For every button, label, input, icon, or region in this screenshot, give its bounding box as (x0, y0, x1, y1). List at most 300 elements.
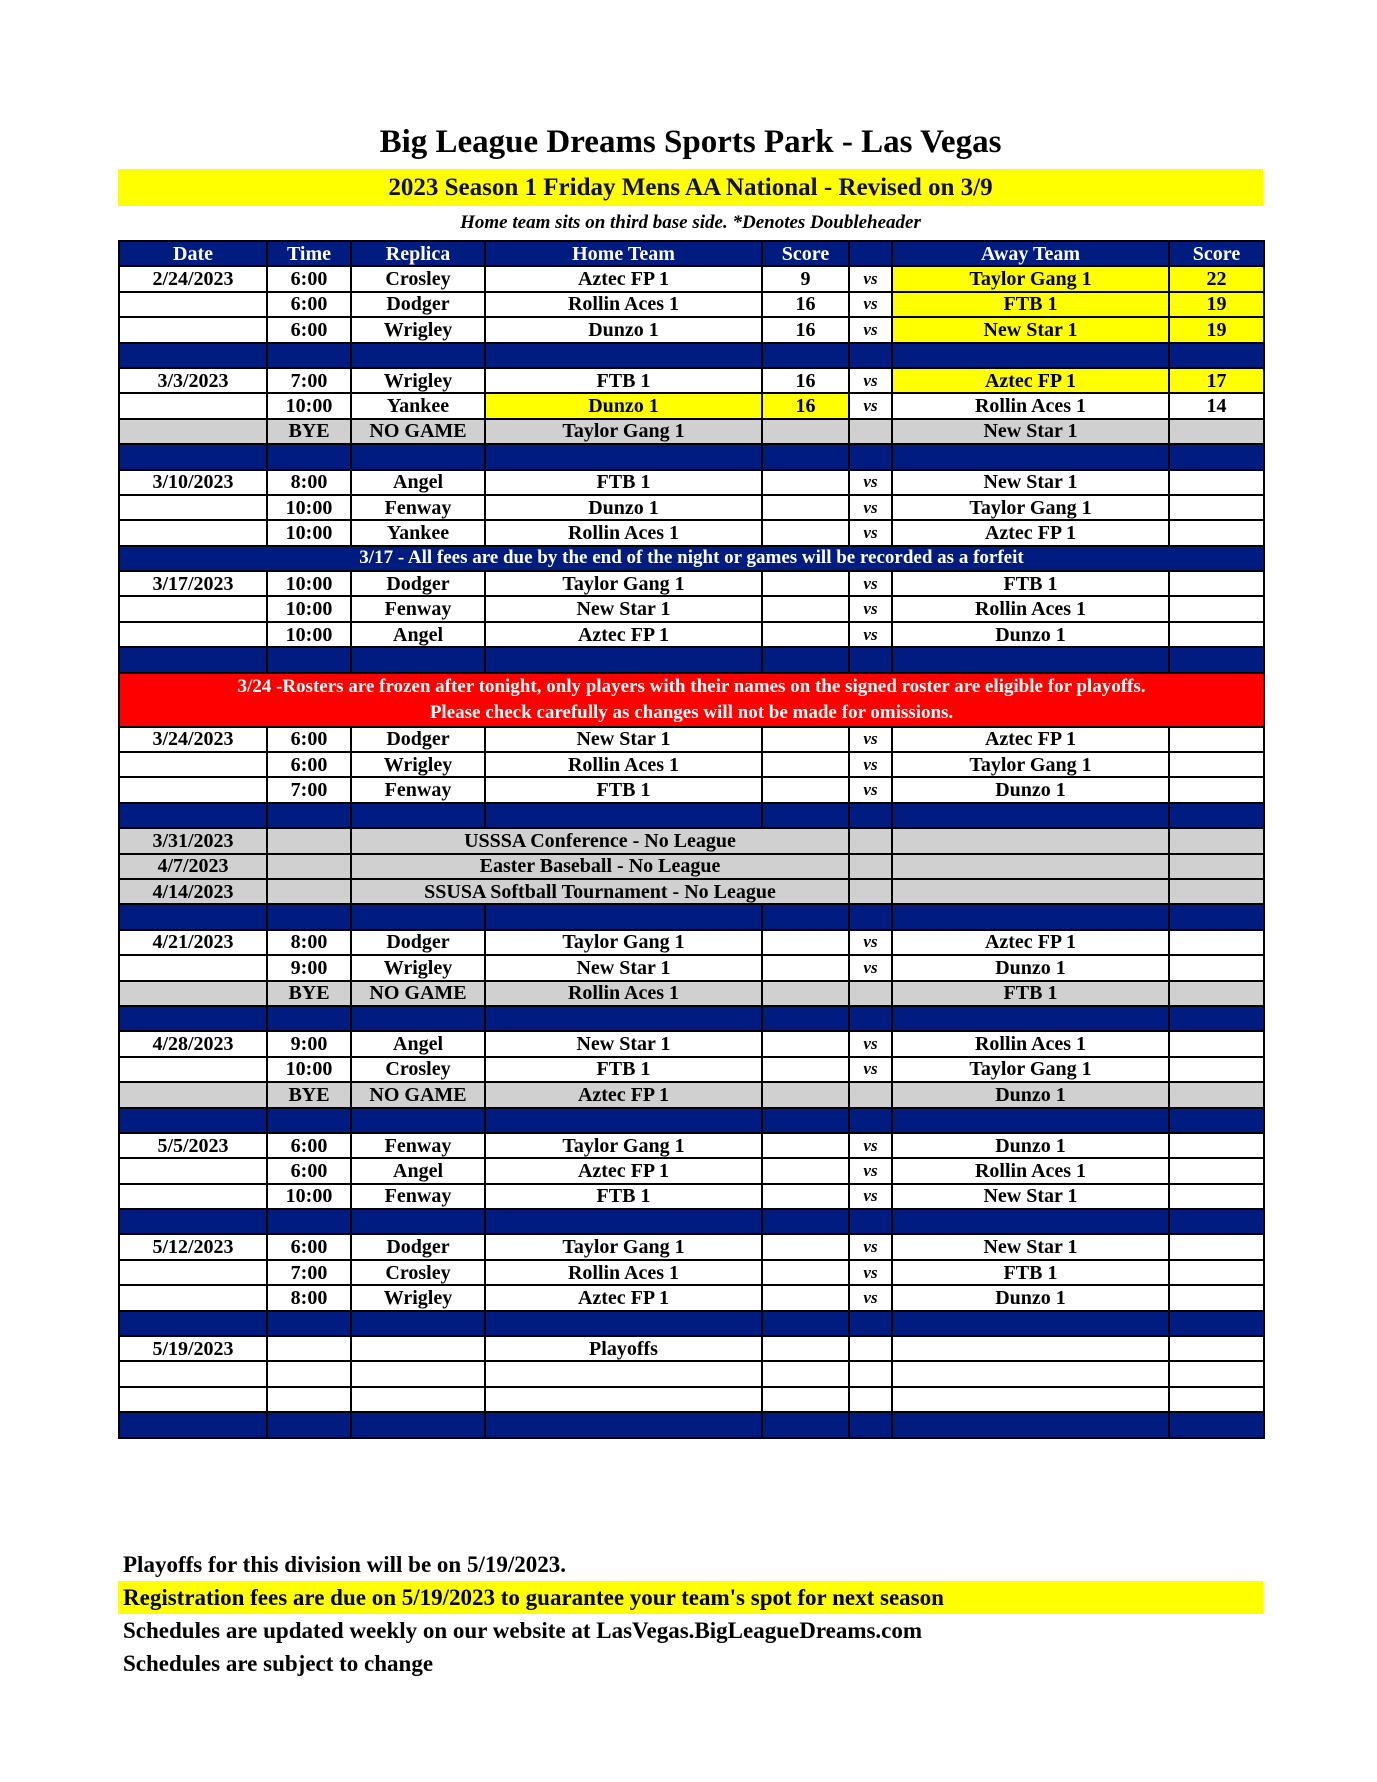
field-replica: Fenway (351, 495, 485, 520)
vs-label: vs (849, 1285, 892, 1310)
separator-cell (849, 1412, 892, 1437)
game-row (119, 955, 1264, 980)
home-team: Rollin Aces 1 (485, 292, 762, 317)
game-row (119, 1387, 1264, 1412)
separator-cell (762, 1006, 849, 1031)
field-replica: Crosley (351, 266, 485, 291)
field-replica: Wrigley (351, 1285, 485, 1310)
game-row (119, 571, 1264, 596)
away-team: Rollin Aces 1 (892, 1158, 1169, 1183)
separator-cell (1169, 343, 1264, 368)
game-time: 10:00 (267, 571, 351, 596)
away-score: 19 (1169, 292, 1264, 317)
away-score (1169, 495, 1264, 520)
field-replica: Crosley (351, 1057, 485, 1082)
vs-label: vs (849, 727, 892, 752)
separator-cell (762, 1311, 849, 1336)
vs-label: vs (849, 292, 892, 317)
game-time (267, 879, 351, 904)
game-time: 7:00 (267, 777, 351, 802)
separator-cell (119, 1006, 267, 1031)
separator-cell (849, 904, 892, 929)
col-vs (849, 241, 892, 266)
col-replica: Replica (351, 241, 485, 266)
home-score (762, 1260, 849, 1285)
home-score (762, 1234, 849, 1259)
col-date: Date (119, 241, 267, 266)
game-date: 3/17/2023 (119, 571, 267, 596)
away-score (1169, 1057, 1264, 1082)
away-score (1169, 828, 1264, 853)
separator-cell (351, 647, 485, 672)
field-replica: Dodger (351, 292, 485, 317)
separator-cell (485, 803, 762, 828)
game-row (119, 393, 1264, 418)
field-replica: Angel (351, 470, 485, 495)
away-score: 17 (1169, 368, 1264, 393)
game-time: BYE (267, 419, 351, 444)
vs-label: vs (849, 470, 892, 495)
away-score (1169, 520, 1264, 545)
vs-label: vs (849, 955, 892, 980)
game-date (119, 955, 267, 980)
away-team: Dunzo 1 (892, 1133, 1169, 1158)
home-score (762, 1031, 849, 1056)
vs-label (849, 419, 892, 444)
game-time: 6:00 (267, 1234, 351, 1259)
field-replica: Crosley (351, 1260, 485, 1285)
separator-cell (1169, 904, 1264, 929)
field-replica: Dodger (351, 1234, 485, 1259)
away-team: Rollin Aces 1 (892, 393, 1169, 418)
separator-row (119, 1311, 1264, 1336)
away-score: 22 (1169, 266, 1264, 291)
separator-cell (119, 1108, 267, 1133)
game-date (119, 1057, 267, 1082)
separator-cell (351, 343, 485, 368)
separator-cell (1169, 1311, 1264, 1336)
away-team: Aztec FP 1 (892, 930, 1169, 955)
home-team: Taylor Gang 1 (485, 419, 762, 444)
game-time (267, 1361, 351, 1386)
no-league-text: Easter Baseball - No League (351, 854, 849, 879)
game-time: 10:00 (267, 520, 351, 545)
field-replica: NO GAME (351, 981, 485, 1006)
footer-registration: Registration fees are due on 5/19/2023 to guarantee your team's spot for next season (118, 1581, 1263, 1614)
separator-cell (485, 1209, 762, 1234)
home-score (762, 1082, 849, 1107)
separator-cell (267, 1108, 351, 1133)
separator-cell (267, 647, 351, 672)
home-team: Playoffs (485, 1336, 762, 1361)
home-team: Dunzo 1 (485, 495, 762, 520)
vs-label: vs (849, 393, 892, 418)
vs-label (849, 1361, 892, 1386)
field-replica: Wrigley (351, 752, 485, 777)
separator-cell (119, 1311, 267, 1336)
home-score (762, 520, 849, 545)
schedule-body (119, 266, 1264, 1437)
separator-cell (351, 904, 485, 929)
game-date (119, 622, 267, 647)
separator-cell (267, 1006, 351, 1031)
game-time (267, 828, 351, 853)
separator-cell (267, 904, 351, 929)
separator-cell (267, 803, 351, 828)
table-header-row (119, 241, 1264, 266)
page-subtitle: 2023 Season 1 Friday Mens AA National - Revised on 3/9 (118, 169, 1263, 206)
game-date: 3/24/2023 (119, 727, 267, 752)
home-score (762, 1158, 849, 1183)
bye-row (119, 1082, 1264, 1107)
away-team (892, 1361, 1169, 1386)
game-row (119, 1184, 1264, 1209)
game-time: 9:00 (267, 1031, 351, 1056)
away-score (1169, 854, 1264, 879)
away-team: Dunzo 1 (892, 622, 1169, 647)
col-away-team: Away Team (892, 241, 1169, 266)
vs-label: vs (849, 266, 892, 291)
away-score (1169, 1031, 1264, 1056)
away-team: Aztec FP 1 (892, 368, 1169, 393)
separator-cell (267, 444, 351, 469)
col-time: Time (267, 241, 351, 266)
vs-label: vs (849, 777, 892, 802)
game-time: 10:00 (267, 596, 351, 621)
field-replica: Fenway (351, 1184, 485, 1209)
home-score (762, 1361, 849, 1386)
away-team: New Star 1 (892, 1234, 1169, 1259)
home-team: FTB 1 (485, 1184, 762, 1209)
home-team: New Star 1 (485, 727, 762, 752)
separator-cell (351, 444, 485, 469)
away-team: Rollin Aces 1 (892, 596, 1169, 621)
away-team: New Star 1 (892, 419, 1169, 444)
separator-cell (267, 1412, 351, 1437)
away-team: Dunzo 1 (892, 1285, 1169, 1310)
separator-cell (485, 904, 762, 929)
home-score (762, 1133, 849, 1158)
game-date (119, 1285, 267, 1310)
away-team: Aztec FP 1 (892, 520, 1169, 545)
vs-label: vs (849, 1234, 892, 1259)
separator-cell (892, 1311, 1169, 1336)
separator-row (119, 647, 1264, 672)
no-league-text: SSUSA Softball Tournament - No League (351, 879, 849, 904)
game-time: 8:00 (267, 1285, 351, 1310)
separator-cell (351, 1209, 485, 1234)
away-score (1169, 596, 1264, 621)
separator-row (119, 1412, 1264, 1437)
separator-cell (1169, 444, 1264, 469)
away-score (1169, 1361, 1264, 1386)
vs-label (849, 1336, 892, 1361)
roster-alert (119, 673, 1264, 727)
separator-cell (762, 803, 849, 828)
game-row (119, 1133, 1264, 1158)
away-team (892, 1387, 1169, 1412)
vs-label (849, 1082, 892, 1107)
away-team: Taylor Gang 1 (892, 752, 1169, 777)
separator-cell (485, 343, 762, 368)
game-date (119, 393, 267, 418)
separator-cell (351, 1108, 485, 1133)
col-away-score: Score (1169, 241, 1264, 266)
col-home-team: Home Team (485, 241, 762, 266)
fee-notice-row (119, 546, 1264, 571)
home-team: Dunzo 1 (485, 393, 762, 418)
home-score (762, 1184, 849, 1209)
separator-cell (849, 803, 892, 828)
home-team: Aztec FP 1 (485, 1285, 762, 1310)
separator-row (119, 444, 1264, 469)
home-score (762, 981, 849, 1006)
vs-label: vs (849, 1184, 892, 1209)
vs-cell (849, 828, 892, 853)
field-replica: Dodger (351, 930, 485, 955)
away-score (1169, 571, 1264, 596)
game-date: 5/12/2023 (119, 1234, 267, 1259)
vs-label: vs (849, 752, 892, 777)
separator-cell (892, 1412, 1169, 1437)
field-replica: Fenway (351, 596, 485, 621)
away-team (892, 828, 1169, 853)
home-team: Aztec FP 1 (485, 1082, 762, 1107)
away-team: Aztec FP 1 (892, 727, 1169, 752)
game-date: 4/7/2023 (119, 854, 267, 879)
away-team: FTB 1 (892, 1260, 1169, 1285)
home-score (762, 1336, 849, 1361)
vs-label: vs (849, 495, 892, 520)
game-date: 3/10/2023 (119, 470, 267, 495)
home-team: Aztec FP 1 (485, 622, 762, 647)
away-team: FTB 1 (892, 981, 1169, 1006)
away-score (1169, 622, 1264, 647)
game-row (119, 368, 1264, 393)
game-time: 10:00 (267, 393, 351, 418)
separator-cell (351, 803, 485, 828)
field-replica (351, 1336, 485, 1361)
game-time: 8:00 (267, 930, 351, 955)
game-date: 3/3/2023 (119, 368, 267, 393)
game-date (119, 1361, 267, 1386)
home-team: FTB 1 (485, 368, 762, 393)
home-score (762, 495, 849, 520)
separator-cell (485, 444, 762, 469)
vs-label (849, 981, 892, 1006)
game-time: 6:00 (267, 752, 351, 777)
separator-cell (762, 1412, 849, 1437)
game-date (119, 1387, 267, 1412)
home-team-note: Home team sits on third base side. *Denotes Doubleheader (460, 212, 921, 233)
game-row (119, 470, 1264, 495)
away-score (1169, 752, 1264, 777)
separator-cell (485, 1108, 762, 1133)
vs-label: vs (849, 596, 892, 621)
away-score (1169, 1285, 1264, 1310)
home-score (762, 777, 849, 802)
separator-cell (762, 1108, 849, 1133)
away-team (892, 854, 1169, 879)
separator-cell (351, 1311, 485, 1336)
game-date (119, 1184, 267, 1209)
home-score: 16 (762, 292, 849, 317)
home-team (485, 1361, 762, 1386)
away-score (1169, 777, 1264, 802)
game-row (119, 1158, 1264, 1183)
home-team: Taylor Gang 1 (485, 930, 762, 955)
separator-cell (119, 904, 267, 929)
away-team: New Star 1 (892, 317, 1169, 342)
away-score: 19 (1169, 317, 1264, 342)
away-score (1169, 1158, 1264, 1183)
field-replica: Angel (351, 1031, 485, 1056)
game-time: 6:00 (267, 292, 351, 317)
separator-cell (849, 1108, 892, 1133)
field-replica: Fenway (351, 1133, 485, 1158)
away-score (1169, 727, 1264, 752)
home-team: FTB 1 (485, 777, 762, 802)
game-time: 6:00 (267, 266, 351, 291)
away-team: FTB 1 (892, 571, 1169, 596)
away-team: Dunzo 1 (892, 1082, 1169, 1107)
home-team: Dunzo 1 (485, 317, 762, 342)
vs-label: vs (849, 1133, 892, 1158)
game-row (119, 727, 1264, 752)
away-team: FTB 1 (892, 292, 1169, 317)
away-score (1169, 879, 1264, 904)
separator-cell (485, 1006, 762, 1031)
home-score (762, 752, 849, 777)
separator-cell (1169, 803, 1264, 828)
away-score (1169, 1387, 1264, 1412)
separator-cell (892, 1006, 1169, 1031)
roster-alert-row (119, 673, 1264, 727)
home-team: New Star 1 (485, 955, 762, 980)
field-replica: NO GAME (351, 1082, 485, 1107)
separator-cell (1169, 1412, 1264, 1437)
schedule-table (118, 240, 1265, 1439)
vs-label: vs (849, 317, 892, 342)
away-score (1169, 1234, 1264, 1259)
home-score (762, 419, 849, 444)
game-row (119, 1336, 1264, 1361)
game-date: 2/24/2023 (119, 266, 267, 291)
game-time: 9:00 (267, 955, 351, 980)
game-time: 6:00 (267, 1158, 351, 1183)
separator-cell (849, 444, 892, 469)
field-replica (351, 1387, 485, 1412)
home-team: FTB 1 (485, 470, 762, 495)
home-team: New Star 1 (485, 596, 762, 621)
footer-website: Schedules are updated weekly on our website at LasVegas.BigLeagueDreams.com (123, 1618, 923, 1643)
home-score (762, 622, 849, 647)
away-score (1169, 1336, 1264, 1361)
separator-cell (762, 343, 849, 368)
away-team (892, 879, 1169, 904)
game-date: 4/14/2023 (119, 879, 267, 904)
home-score (762, 596, 849, 621)
home-score (762, 1387, 849, 1412)
away-score (1169, 470, 1264, 495)
game-time: 10:00 (267, 495, 351, 520)
game-row (119, 1285, 1264, 1310)
separator-cell (267, 1311, 351, 1336)
home-team: FTB 1 (485, 1057, 762, 1082)
field-replica (351, 1361, 485, 1386)
game-date (119, 495, 267, 520)
home-team: Rollin Aces 1 (485, 1260, 762, 1285)
field-replica: Dodger (351, 727, 485, 752)
separator-cell (849, 1209, 892, 1234)
game-row (119, 596, 1264, 621)
home-score (762, 470, 849, 495)
home-team: Aztec FP 1 (485, 1158, 762, 1183)
away-team: Taylor Gang 1 (892, 495, 1169, 520)
separator-cell (119, 647, 267, 672)
away-score: 14 (1169, 393, 1264, 418)
field-replica: Angel (351, 622, 485, 647)
separator-cell (351, 1006, 485, 1031)
separator-row (119, 343, 1264, 368)
separator-cell (762, 647, 849, 672)
game-time: 6:00 (267, 727, 351, 752)
vs-label: vs (849, 1260, 892, 1285)
vs-cell (849, 854, 892, 879)
separator-cell (119, 803, 267, 828)
home-score (762, 930, 849, 955)
away-team: Dunzo 1 (892, 777, 1169, 802)
game-date (119, 752, 267, 777)
vs-label: vs (849, 1158, 892, 1183)
separator-cell (267, 343, 351, 368)
footer-change: Schedules are subject to change (123, 1651, 434, 1676)
separator-cell (892, 444, 1169, 469)
separator-cell (1169, 647, 1264, 672)
vs-label: vs (849, 1057, 892, 1082)
field-replica: Wrigley (351, 368, 485, 393)
separator-cell (849, 1006, 892, 1031)
game-time: 10:00 (267, 1184, 351, 1209)
game-date (119, 419, 267, 444)
away-score (1169, 419, 1264, 444)
home-score: 16 (762, 317, 849, 342)
separator-cell (892, 803, 1169, 828)
field-replica: Wrigley (351, 317, 485, 342)
field-replica: Angel (351, 1158, 485, 1183)
separator-cell (762, 1209, 849, 1234)
separator-cell (849, 343, 892, 368)
home-score: 9 (762, 266, 849, 291)
home-score (762, 955, 849, 980)
away-team: Rollin Aces 1 (892, 1031, 1169, 1056)
separator-cell (849, 1311, 892, 1336)
game-row (119, 520, 1264, 545)
game-time (267, 1336, 351, 1361)
separator-cell (849, 647, 892, 672)
separator-cell (1169, 1209, 1264, 1234)
home-team: Taylor Gang 1 (485, 1133, 762, 1158)
game-row (119, 495, 1264, 520)
game-time: 10:00 (267, 1057, 351, 1082)
vs-label: vs (849, 571, 892, 596)
field-replica: Wrigley (351, 955, 485, 980)
game-time: BYE (267, 1082, 351, 1107)
away-score (1169, 1260, 1264, 1285)
away-score (1169, 1133, 1264, 1158)
home-team: Taylor Gang 1 (485, 571, 762, 596)
game-row (119, 1234, 1264, 1259)
